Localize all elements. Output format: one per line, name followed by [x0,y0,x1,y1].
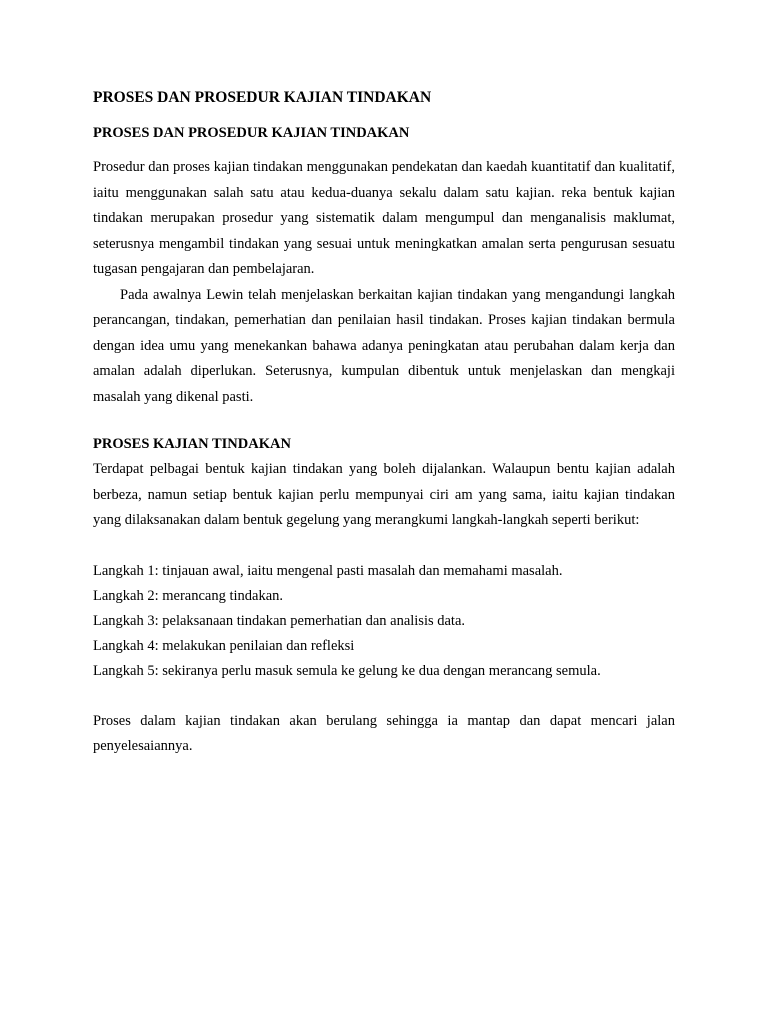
closing-paragraph: Proses dalam kajian tindakan akan berulang sehingga ia mantap dan dapat mencari jalan penyelesaiannya. [93,712,675,754]
step-item: Langkah 1: tinjauan awal, iaitu mengenal pasti masalah dan memahami masalah. [93,562,563,579]
document-title: PROSES DAN PROSEDUR KAJIAN TINDAKAN [93,89,432,106]
step-item: Langkah 4: melakukan penilaian dan refleksi [93,637,355,654]
step-item: Langkah 5: sekiranya perlu masuk semula ke gelung ke dua dengan merancang semula. [93,662,601,679]
steps-list [93,559,675,684]
intro-paragraph: Pada awalnya Lewin telah menjelaskan berkaitan kajian tindakan yang mengandungi langkah perancangan, tindakan, pemerhatian dan penilaian hasil tindakan. Proses kajian tindakan bermula dengan idea umu yang menekankan bahawa adanya peningkatan atau perubahan dalam kerja dan amalan adalah diperlukan. Seterusnya, kumpulan dibentuk untuk menjelaskan dan mengkaji masalah yang dikenal pasti. [93,286,675,405]
step-item: Langkah 2: merancang tindakan. [93,587,284,604]
document-subtitle: PROSES DAN PROSEDUR KAJIAN TINDAKAN [93,125,410,141]
document-page [93,82,675,760]
section-heading: PROSES KAJIAN TINDAKAN [93,436,291,452]
section-paragraph: Terdapat pelbagai bentuk kajian tindakan yang boleh dijalankan. Walaupun bentu kajian adalah berbeza, namun setiap bentuk kajian perlu mempunyai ciri am yang sama, iaitu kajian tindakan yang dilaksanakan dalam bentuk gegelung yang merangkumi langkah-langkah seperti berikut: [93,461,675,528]
step-item: Langkah 3: pelaksanaan tindakan pemerhatian dan analisis data. [93,612,466,629]
intro-paragraph: Prosedur dan proses kajian tindakan menggunakan pendekatan dan kaedah kuantitatif dan kualitatif, iaitu menggunakan salah satu atau kedua-duanya sekalu dalam satu kajian. reka bentuk kajian tindakan merupakan prosedur yang sistematik dalam mengumpul dan menganalisis maklumat, seterusnya mengambil tindakan yang sesuai untuk meningkatkan amalan serta pengurusan sesuatu tugasan pengajaran dan pembelajaran. [93,159,675,277]
